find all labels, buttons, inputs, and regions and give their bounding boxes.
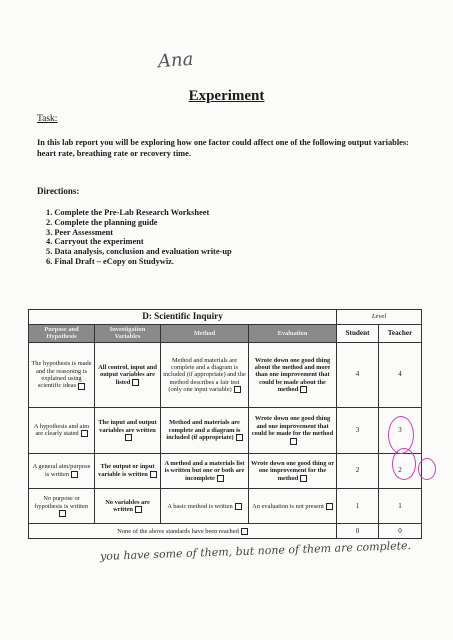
student-score: 3 (337, 407, 379, 453)
direction-item: 5. Data analysis, conclusion and evaluation write-up (46, 247, 232, 257)
direction-item: 4. Carryout the experiment (46, 237, 144, 247)
checkbox (150, 471, 157, 478)
checkbox (300, 386, 307, 393)
handwritten-name: Ana (157, 48, 195, 73)
task-label: Task: (37, 114, 58, 124)
cell-purpose: A hypothesis and aim are clearly stated (29, 407, 95, 453)
pink-circle-mark (392, 448, 416, 480)
rubric-title: D: Scientific Inquiry (29, 310, 337, 325)
pink-circle-mark (418, 458, 436, 480)
teacher-score: 4 (379, 343, 422, 408)
teacher-score: 2 (379, 453, 422, 488)
rubric-row (29, 343, 422, 408)
teacher-score: 0 (379, 524, 422, 539)
header-teacher: Teacher (379, 324, 422, 343)
rubric-row (29, 489, 422, 524)
checkbox (235, 503, 242, 510)
header-method: Method (161, 324, 249, 343)
cell-method: A method and a materials list is written but one or both are incomplete (161, 453, 249, 488)
direction-item: 3. Peer Assessment (46, 227, 114, 237)
checkbox (234, 386, 241, 393)
checkbox (300, 475, 307, 482)
header-evaluation: Evaluation (249, 324, 337, 343)
checkbox (326, 503, 333, 510)
header-variables: Investigation Variables (95, 324, 161, 343)
student-score: 0 (337, 524, 379, 539)
checkbox (132, 379, 139, 386)
directions-label: Directions: (37, 186, 80, 196)
direction-item: 6. Final Draft – eCopy on Studywiz. (46, 256, 174, 266)
checkbox (135, 506, 142, 513)
cell-evaluation: Wrote down one good thing and one improvement that could be made for the method (249, 407, 337, 453)
page-title: Experiment (188, 88, 265, 104)
teacher-score: 3 (379, 407, 422, 453)
checkbox (71, 471, 78, 478)
header-student: Student (337, 324, 379, 343)
cell-variables: All control, input and output variables are listed (95, 343, 161, 408)
teacher-score: 1 (379, 489, 422, 524)
checkbox (290, 438, 297, 445)
cell-evaluation: Wrote down one good thing or one improvement for the method (249, 453, 337, 488)
student-score: 2 (337, 453, 379, 488)
student-score: 4 (337, 343, 379, 408)
cell-purpose: A general aim/purpose is written (29, 453, 95, 488)
level-label: Level (337, 310, 422, 325)
cell-method: Method and materials are complete and a diagram is included (if appropriate) and the method describes a fair test (only one input variable) (161, 343, 249, 408)
checkbox (241, 528, 248, 535)
rubric-row-none (29, 524, 422, 539)
cell-variables: The input and output variables are written (95, 407, 161, 453)
cell-evaluation: An evaluation is not present (249, 489, 337, 524)
student-score: 1 (337, 489, 379, 524)
direction-item: 2. Complete the planning guide (46, 217, 158, 227)
directions-list (46, 208, 232, 267)
cell-purpose: No purpose or hypothesis is written (29, 489, 95, 524)
direction-item: 1. Complete the Pre-Lab Research Worksheet (46, 208, 210, 217)
checkbox (59, 510, 66, 517)
checkbox (236, 434, 243, 441)
checkbox (81, 430, 88, 437)
checkbox (217, 475, 224, 482)
cell-method: Method and materials are complete and a diagram is included (if appropriate) (161, 407, 249, 453)
cell-evaluation: Wrote down one good thing about the method and more than one improvement that could be made about the method (249, 343, 337, 408)
cell-variables: The output or input variable is written (95, 453, 161, 488)
checkbox (78, 383, 85, 390)
rubric-table (28, 309, 422, 539)
checkbox (125, 434, 132, 441)
handwritten-comment: you have some of them, but none of them are complete. (99, 539, 412, 563)
cell-none: None of the above standards have been reached (29, 524, 337, 539)
rubric-row (29, 453, 422, 488)
header-purpose: Purpose and Hypothesis (29, 324, 95, 343)
task-text: In this lab report you will be exploring how one factor could affect one of the following output variables: heart rate, breathing rate or recovery time. (37, 138, 409, 158)
cell-purpose: The hypothesis is made and the reasoning is explained using scientific ideas (29, 343, 95, 408)
cell-method: A basic method is written (161, 489, 249, 524)
rubric-row (29, 407, 422, 453)
cell-variables: No variables are written (95, 489, 161, 524)
